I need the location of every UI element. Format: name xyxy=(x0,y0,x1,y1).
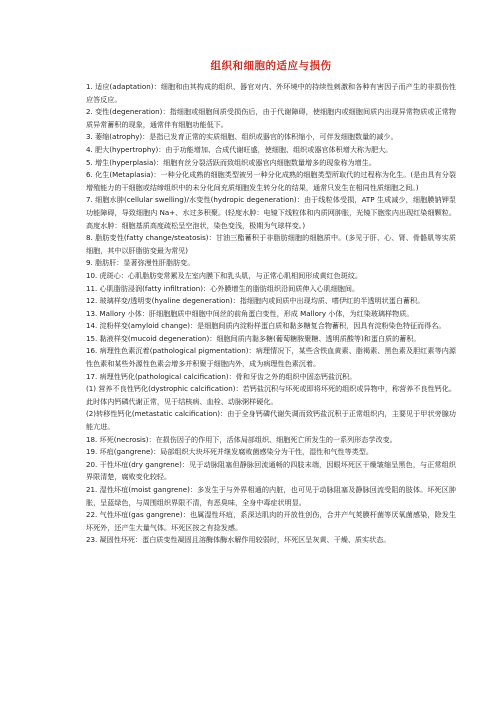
entry-paragraph: 11. 心肌脂肪浸润(fatty infiltration)：心外膜增生的脂肪组织沿间质伸入心肌细胞间。 xyxy=(86,283,360,293)
entry-paragraph: 3. 萎缩(atrophy)：是指已发育正常的实质细胞、组织或器官的体积缩小，可伴发细胞数量的减少。 xyxy=(86,132,398,142)
entry-paragraph: 10. 虎斑心：心肌脂肪变常累及左室内膜下和乳头肌，与正常心肌相间形成黄红色斑纹。 xyxy=(86,270,363,280)
entry-paragraph: 22. 气性坏疽(gas gangrene)：也属湿性坏疽，系深达肌肉的开放性创伤，合并产气荚膜杆菌等厌氧菌感染，除发生坏死外，还产生大量气体。坏死区按之有捻发感。 xyxy=(86,510,456,532)
entry-paragraph: 2. 变性(degeneration)：指细胞或细胞间质受损伤后，由于代谢障碍，使细胞内或细胞间质内出现异常物质或正常物质异常蓄积的现象，通常伴有细胞功能低下。 xyxy=(86,107,456,129)
entry-paragraph: 16. 病理性色素沉着(pathological pigmentation)：病理情况下，某些含铁血黄素、脂褐素、黑色素及胆红素等内源性色素和某些外源性色素会增多并积聚于细胞内外，成为病理性色素沉着。 xyxy=(86,346,456,369)
entry-paragraph: 17. 病理性钙化(pathological calcification)：骨和牙齿之外的组织中固态钙盐沉积。 xyxy=(86,371,357,381)
entries-list xyxy=(86,81,456,547)
document-title: 组织和细胞的适应与损伤 xyxy=(210,60,332,72)
entry-paragraph: 12. 玻璃样变/透明变(hyaline degeneration)：指细胞内或间质中出现均质、嗜伊红的半透明状蛋白蓄积。 xyxy=(86,296,425,306)
entry-paragraph: 8. 脂肪变性(fatty change/steatosis)：甘油三酯蓄积于非脂肪细胞的细胞质中。(多见于肝、心、肾、骨骼肌等实质细胞，其中以肝脂肪变最为常见) xyxy=(86,233,456,255)
entry-paragraph: 19. 坏疽(gangrene)：局部组织大块坏死并继发腐败菌感染分为干性，湿性和气性等类型。 xyxy=(86,447,373,457)
entry-paragraph: 18. 坏死(necrosis)：在损伤因子的作用下，活体局部组织、细胞死亡所发生的一系列形态学改变。 xyxy=(86,434,397,444)
entry-paragraph: 20. 干性坏疽(dry gangrene)：见于动脉阻塞但静脉回流通畅的四肢末端，因眼坏死区干燥皱缩呈黑色，与正常组织界限清楚，腐败变化较轻。 xyxy=(86,459,456,482)
entry-paragraph: 13. Mallory 小体：肝细胞胞质中细胞中间丝的前角蛋白变性，形成 Mallory 小体，为红染玻璃样物质。 xyxy=(86,308,414,318)
entry-paragraph: 23. 凝固性坏死：蛋白质变性凝固且溶酶体酶水解作用较弱时，坏死区呈灰黄、干燥、质实状态。 xyxy=(86,535,391,545)
entry-paragraph: 1. 适应(adaptation)：细胞和由其构成的组织、器官对内、外环境中的持续性刺激和各种有害因子而产生的非损伤性应答反应。 xyxy=(86,82,456,104)
entry-paragraph: (2)转移性钙化(metastatic calcification)：由于全身钙磷代谢失调而致钙盐沉积于正常组织内，主要见于甲状旁腺功能亢进。 xyxy=(86,409,456,432)
entry-paragraph: 21. 湿性坏疽(moist gangrene)：多发生于与外界相通的内脏，也可见于动脉阻塞及静脉回流受阻的肢体。坏死区肿胀，呈蓝绿色，与周围组织界限不清，有恶臭味，全身中毒症状明显。 xyxy=(86,485,456,507)
entry-paragraph: 4. 肥大(hypertrophy)：由于功能增加、合成代谢旺盛，使细胞、组织或器官体积增大称为肥大。 xyxy=(86,144,393,154)
entry-paragraph: 6. 化生(Metaplasia)：一种分化成熟的细胞类型被另一种分化成熟的细胞类型所取代的过程称为化生。(是由具有分裂增殖能力的干细胞或结缔组织中的未分化间充质细胞发生转分化的结果，通常只发生在相同性质细胞之间。) xyxy=(86,170,456,192)
entry-paragraph: 5. 增生(hyperplasia)：细胞有丝分裂活跃而致组织或器官内细胞数量增多的现象称为增生。 xyxy=(86,157,376,167)
entry-paragraph: 15. 黏液样变(mucoid degeneration)：细胞间质内黏多糖(葡萄糖胺聚糖、透明质酸等)和蛋白质的蓄积。 xyxy=(86,333,421,343)
entry-paragraph: 9. 脂肪肝：显著弥漫性肝脂肪变。 xyxy=(86,258,195,268)
entry-paragraph: 14. 淀粉样变(amyloid change)：是细胞间质内淀粉样蛋白质和黏多糖复合物蓄积，因具有淀粉染色特征而得名。 xyxy=(86,321,446,331)
entry-paragraph: 7. 细胞水肿(cellular swelling)/水变性(hydropic degeneration)：由于线粒体受损，ATP 生成减少，细胞膜钠钾泵功能障碍，导致细胞内 Na+、水过多积聚。(轻度水肿：电镜下线粒体和内质网肿胀，光镜下胞浆内出现红染细颗粒。高度水肿：细胞基质高度疏松呈空泡状，染色变浅，极期为气球样变。) xyxy=(86,195,456,230)
entry-paragraph: (1) 营养不良性钙化(dystrophic calcification)：若钙盐沉积与坏死或即将坏死的组织或异物中，称营养不良性钙化。此时体内钙磷代谢正常，见于结核病、血栓、动脉粥样硬化。 xyxy=(86,384,456,406)
